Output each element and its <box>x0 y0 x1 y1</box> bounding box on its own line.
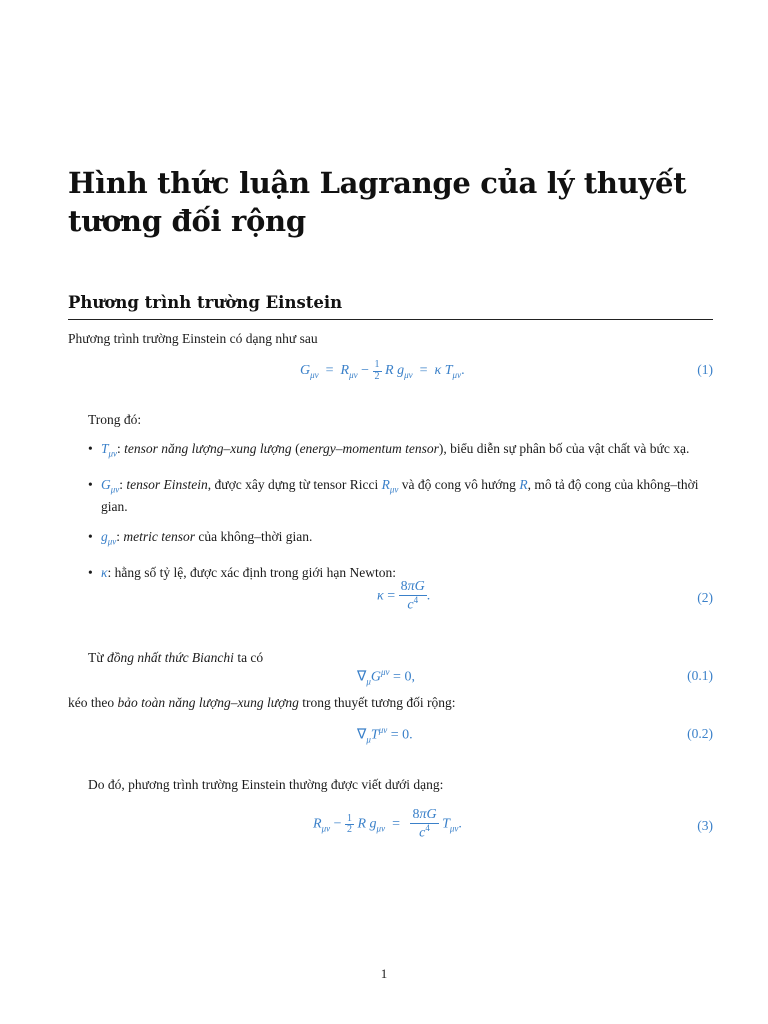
equation-number-0-2: (0.2) <box>687 726 713 741</box>
equation-1: $G_{\mu\nu} = R_{\mu\nu}$ − $\frac{1}{2}$ R $g_{\mu\nu} = \kappa$ $T_{\mu\nu}$. <box>300 359 465 382</box>
section-rule <box>68 319 713 320</box>
list-item: • $G_{\mu\nu}$: tensor Einstein, được xây dựng từ tensor Ricci $R_{\mu\nu}$ và độ cong vô hướng R, mô tả độ cong của không–thời gian. <box>88 476 718 516</box>
equation-0-2: $\nabla_\mu T^{\mu\nu} = 0$. <box>357 725 413 745</box>
page-number: 1 <box>380 966 388 981</box>
document-title: Hình thức luận Lagrange của lý thuyết tương đối rộng <box>68 166 687 238</box>
bianchi-paragraph: Từ đồng nhất thức Bianchi ta có <box>88 650 264 665</box>
conservation-paragraph: kéo theo bảo toàn năng lượng–xung lượng trong thuyết tương đối rộng: <box>68 695 456 710</box>
equation-number-0-1: (0.1) <box>687 668 713 683</box>
where-label: Trong đó: <box>88 412 142 427</box>
equation-number-3: (3) <box>697 818 713 833</box>
definition-list <box>88 440 718 581</box>
list-item: • κ: hằng số tỷ lệ, được xác định trong giới hạn Newton: <box>88 564 718 581</box>
equation-3: $R_{\mu\nu}$ − $\frac{1}{2}$ R $g_{\mu\nu}$ = $\frac{8\pi G}{c^4}$ $T_{\mu\nu}$. <box>313 807 462 841</box>
equation-number-2: (2) <box>697 590 713 605</box>
equation-number-1: (1) <box>697 362 713 377</box>
section-title: Phương trình trường Einstein <box>68 293 343 312</box>
therefore-paragraph: Do đó, phương trình trường Einstein thường được viết dưới dạng: <box>88 777 444 792</box>
list-item: • $T_{\mu\nu}$: tensor năng lượng–xung lượng (energy–momentum tensor), biểu diễn sự phân bố của vật chất và bức xạ. <box>88 440 718 463</box>
equation-2: κ = $\frac{8\pi G}{c^4}$ . <box>377 579 431 613</box>
list-item: • $g_{\mu\nu}$: metric tensor của không–thời gian. <box>88 528 718 551</box>
equation-0-1: $\nabla_\mu G^{\mu\nu} = 0$, <box>357 667 415 687</box>
intro-paragraph: Phương trình trường Einstein có dạng như sau <box>68 331 318 346</box>
